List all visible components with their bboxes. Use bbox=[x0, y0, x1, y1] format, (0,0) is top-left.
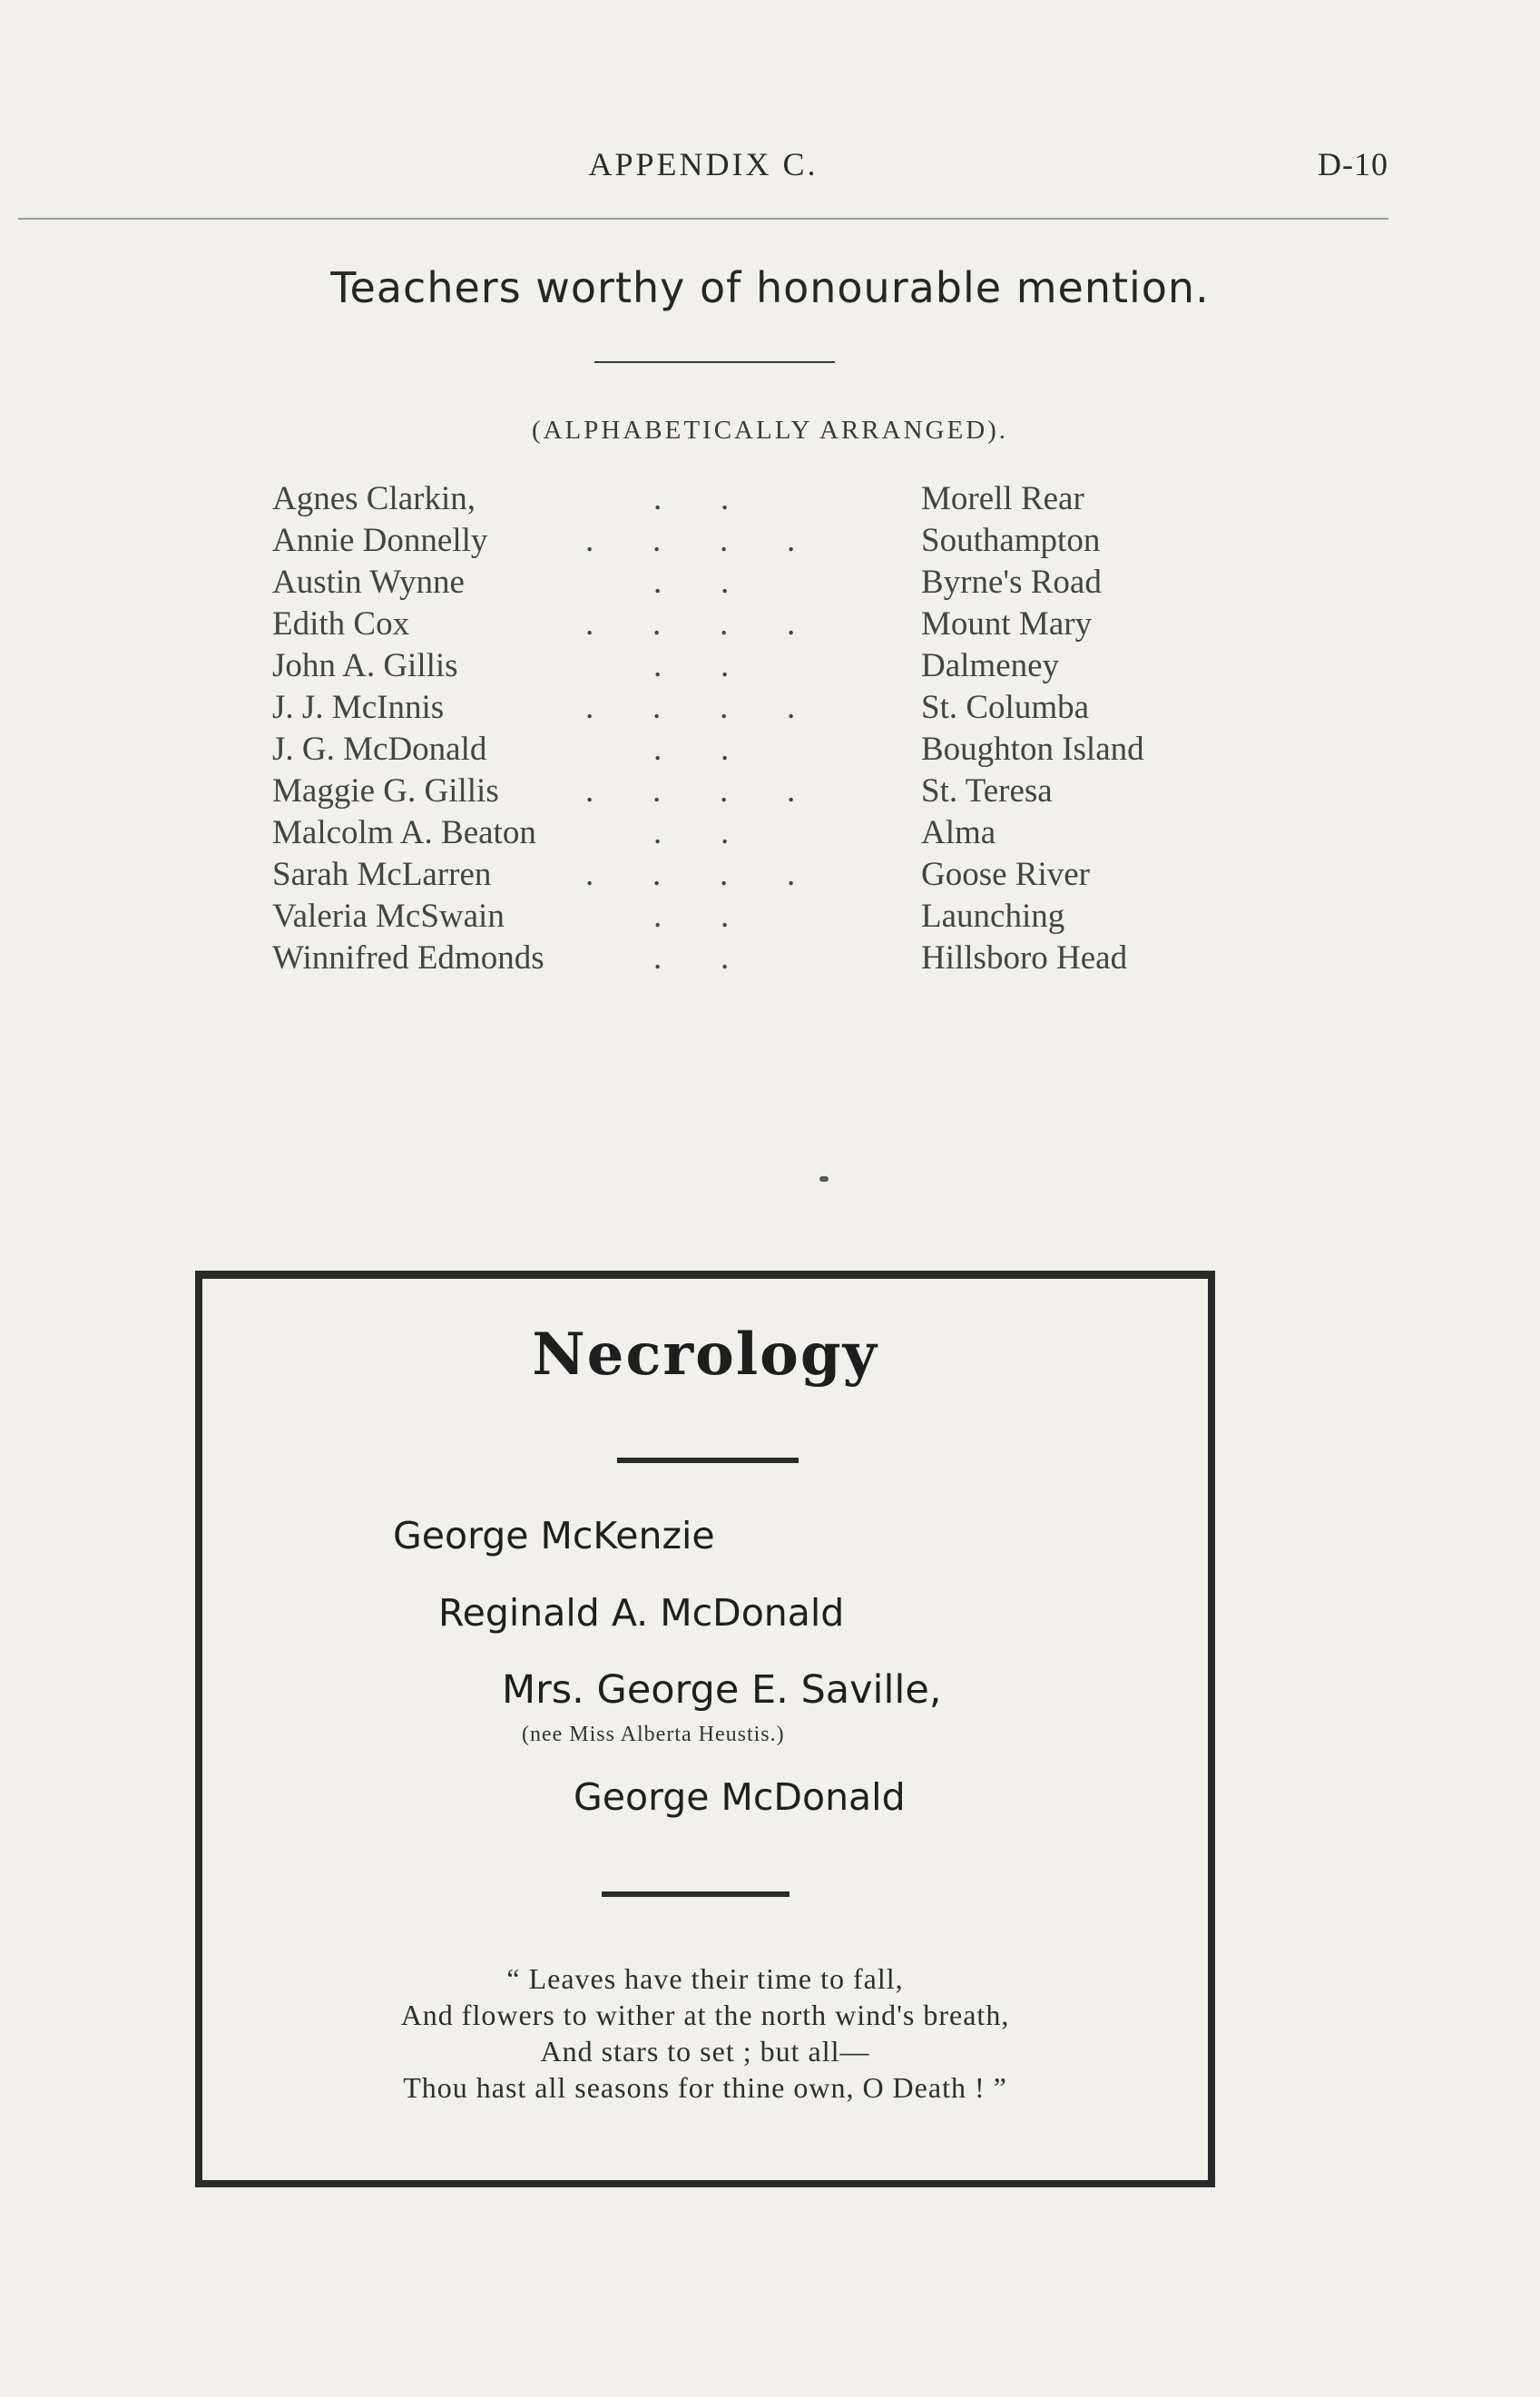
teacher-name: Austin Wynne bbox=[272, 564, 465, 601]
heading-divider bbox=[594, 361, 835, 363]
poem-line: Thou hast all seasons for thine own, O Death ! ” bbox=[403, 2071, 1007, 2104]
honourable-mention-heading: Teachers worthy of honourable mention. bbox=[330, 263, 1210, 312]
teacher-name: Malcolm A. Beaton bbox=[272, 814, 536, 851]
teacher-row bbox=[272, 563, 1270, 604]
page-header bbox=[18, 145, 1388, 191]
header-divider bbox=[18, 218, 1388, 220]
teacher-name: J. J. McInnis bbox=[272, 689, 445, 726]
teacher-row bbox=[272, 730, 1270, 771]
teacher-row bbox=[272, 938, 1270, 980]
teacher-row bbox=[272, 813, 1270, 855]
teacher-name: Valeria McSwain bbox=[272, 898, 505, 935]
leader-dots: . . bbox=[653, 731, 730, 768]
leader-dots: . . . . bbox=[585, 772, 796, 810]
leader-dots: . . . . bbox=[585, 689, 796, 726]
leader-dots: . . . . bbox=[585, 856, 796, 893]
arrangement-note: (ALPHABETICALLY ARRANGED). bbox=[531, 416, 1009, 445]
teacher-name: John A. Gillis bbox=[272, 647, 458, 684]
teacher-school: St. Columba bbox=[921, 689, 1090, 726]
leader-dots: . . bbox=[653, 647, 730, 684]
teacher-name: Edith Cox bbox=[272, 605, 410, 643]
teacher-row bbox=[272, 771, 1270, 813]
necrology-name: George McKenzie bbox=[393, 1514, 715, 1557]
teacher-row bbox=[272, 521, 1270, 563]
appendix-title: APPENDIX C. bbox=[588, 146, 819, 182]
necrology-name: Mrs. George E. Saville, bbox=[502, 1667, 942, 1713]
page-number: D-10 bbox=[1318, 146, 1388, 182]
teacher-school: Launching bbox=[921, 898, 1065, 935]
maiden-name-note: (nee Miss Alberta Heustis.) bbox=[522, 1723, 785, 1746]
teacher-name: Agnes Clarkin, bbox=[272, 480, 476, 517]
teacher-name: Sarah McLarren bbox=[272, 856, 492, 893]
teacher-name: Annie Donnelly bbox=[272, 522, 488, 559]
teacher-row bbox=[272, 897, 1270, 938]
teacher-row bbox=[272, 604, 1270, 646]
print-speck bbox=[819, 1176, 829, 1182]
teacher-school: Alma bbox=[921, 814, 996, 851]
necrology-title: Necrology bbox=[532, 1321, 878, 1389]
teacher-school: St. Teresa bbox=[921, 772, 1053, 810]
leader-dots: . . . . bbox=[585, 605, 796, 643]
teacher-school: Boughton Island bbox=[921, 731, 1144, 768]
necrology-name: George McDonald bbox=[574, 1775, 906, 1819]
poem-line: “ Leaves have their time to fall, bbox=[506, 1962, 904, 1995]
teacher-list bbox=[272, 479, 1270, 980]
teacher-school: Dalmeney bbox=[921, 647, 1060, 684]
poem-line: And flowers to wither at the north wind's breath, bbox=[400, 1999, 1010, 2031]
memorial-poem bbox=[195, 1960, 1215, 2106]
teacher-school: Morell Rear bbox=[921, 480, 1084, 517]
teacher-row bbox=[272, 479, 1270, 521]
leader-dots: . . bbox=[653, 564, 730, 601]
leader-dots: . . bbox=[653, 814, 730, 851]
leader-dots: . . bbox=[653, 939, 730, 977]
necrology-divider-bottom bbox=[602, 1891, 790, 1897]
teacher-school: Goose River bbox=[921, 856, 1090, 893]
teacher-name: J. G. McDonald bbox=[272, 731, 487, 768]
necrology-divider-top bbox=[617, 1458, 799, 1463]
poem-line: And stars to set ; but all— bbox=[540, 2035, 870, 2068]
leader-dots: . . . . bbox=[585, 522, 796, 559]
teacher-school: Southampton bbox=[921, 522, 1101, 559]
teacher-school: Byrne's Road bbox=[921, 564, 1102, 601]
teacher-row bbox=[272, 855, 1270, 897]
teacher-row bbox=[272, 646, 1270, 688]
teacher-row bbox=[272, 688, 1270, 730]
teacher-school: Hillsboro Head bbox=[921, 939, 1128, 977]
leader-dots: . . bbox=[653, 480, 730, 517]
teacher-school: Mount Mary bbox=[921, 605, 1093, 643]
leader-dots: . . bbox=[653, 898, 730, 935]
necrology-name: Reginald A. McDonald bbox=[438, 1591, 845, 1635]
teacher-name: Maggie G. Gillis bbox=[272, 772, 499, 810]
teacher-name: Winnifred Edmonds bbox=[272, 939, 544, 977]
